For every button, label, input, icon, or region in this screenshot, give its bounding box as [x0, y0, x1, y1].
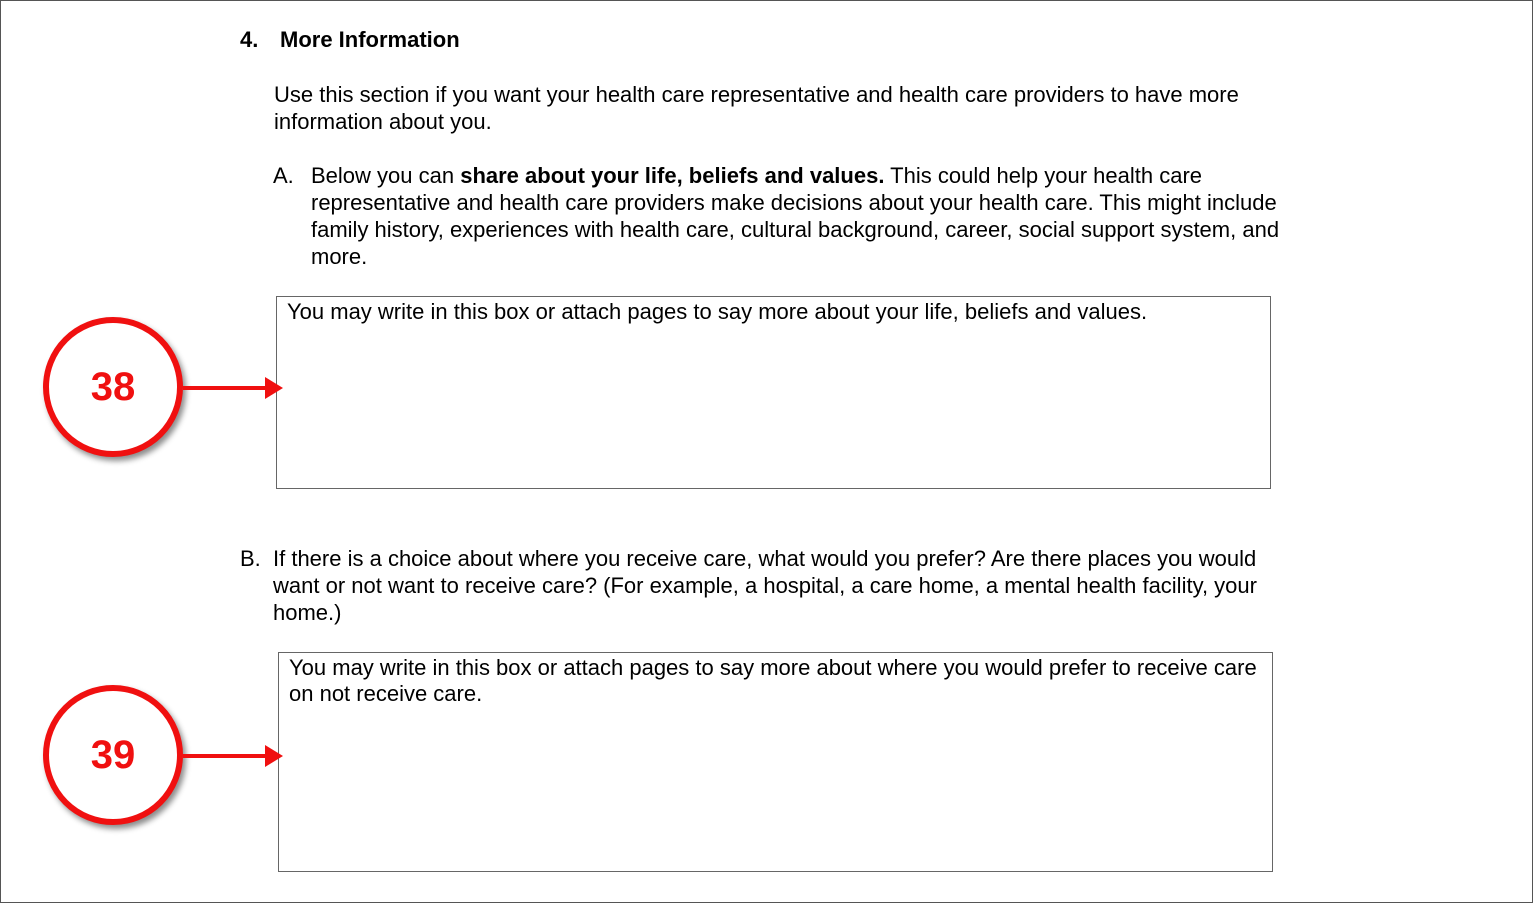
item-b-text: If there is a choice about where you receive care, what would you prefer? Are there places you would want or not want to receive care? (For example, a hospital, a care home, a mental health facility, your home.) [273, 546, 1257, 625]
callout-38-number: 38 [90, 364, 136, 409]
item-a-text-before: Below you can [311, 163, 461, 188]
item-b [240, 545, 1280, 626]
box-b-instructions: You may write in this box or attach pages to say more about where you would prefer to receive care on not receive care. [289, 655, 1257, 706]
section-title: More Information [280, 27, 460, 52]
callout-39-badge [43, 685, 183, 825]
item-a-text [273, 162, 1318, 270]
care-location-preference-box[interactable] [278, 652, 1273, 872]
item-a-text-bold: share about your life, beliefs and values. [460, 163, 885, 188]
section-number: 4. [240, 27, 259, 52]
item-b-label: B. [240, 546, 261, 571]
callout-39-number: 39 [90, 732, 136, 777]
section-heading [240, 27, 460, 53]
callout-38-badge [43, 317, 183, 457]
callout-39-arrow-icon [183, 754, 267, 758]
item-a-label: A. [273, 163, 294, 188]
life-beliefs-values-box[interactable] [276, 296, 1271, 489]
callout-38-arrow-icon [183, 386, 267, 390]
item-a [273, 162, 1318, 270]
item-a-text-after: This could help your health care representative and health care providers make decisions about your health care. This might include family history, experiences with health care, cultural background, career, social support system, and more. [311, 163, 1280, 269]
section-intro: Use this section if you want your health care representative and health care providers to have more information about you. [274, 82, 1239, 134]
box-a-instructions: You may write in this box or attach pages to say more about your life, beliefs and values. [287, 299, 1148, 324]
